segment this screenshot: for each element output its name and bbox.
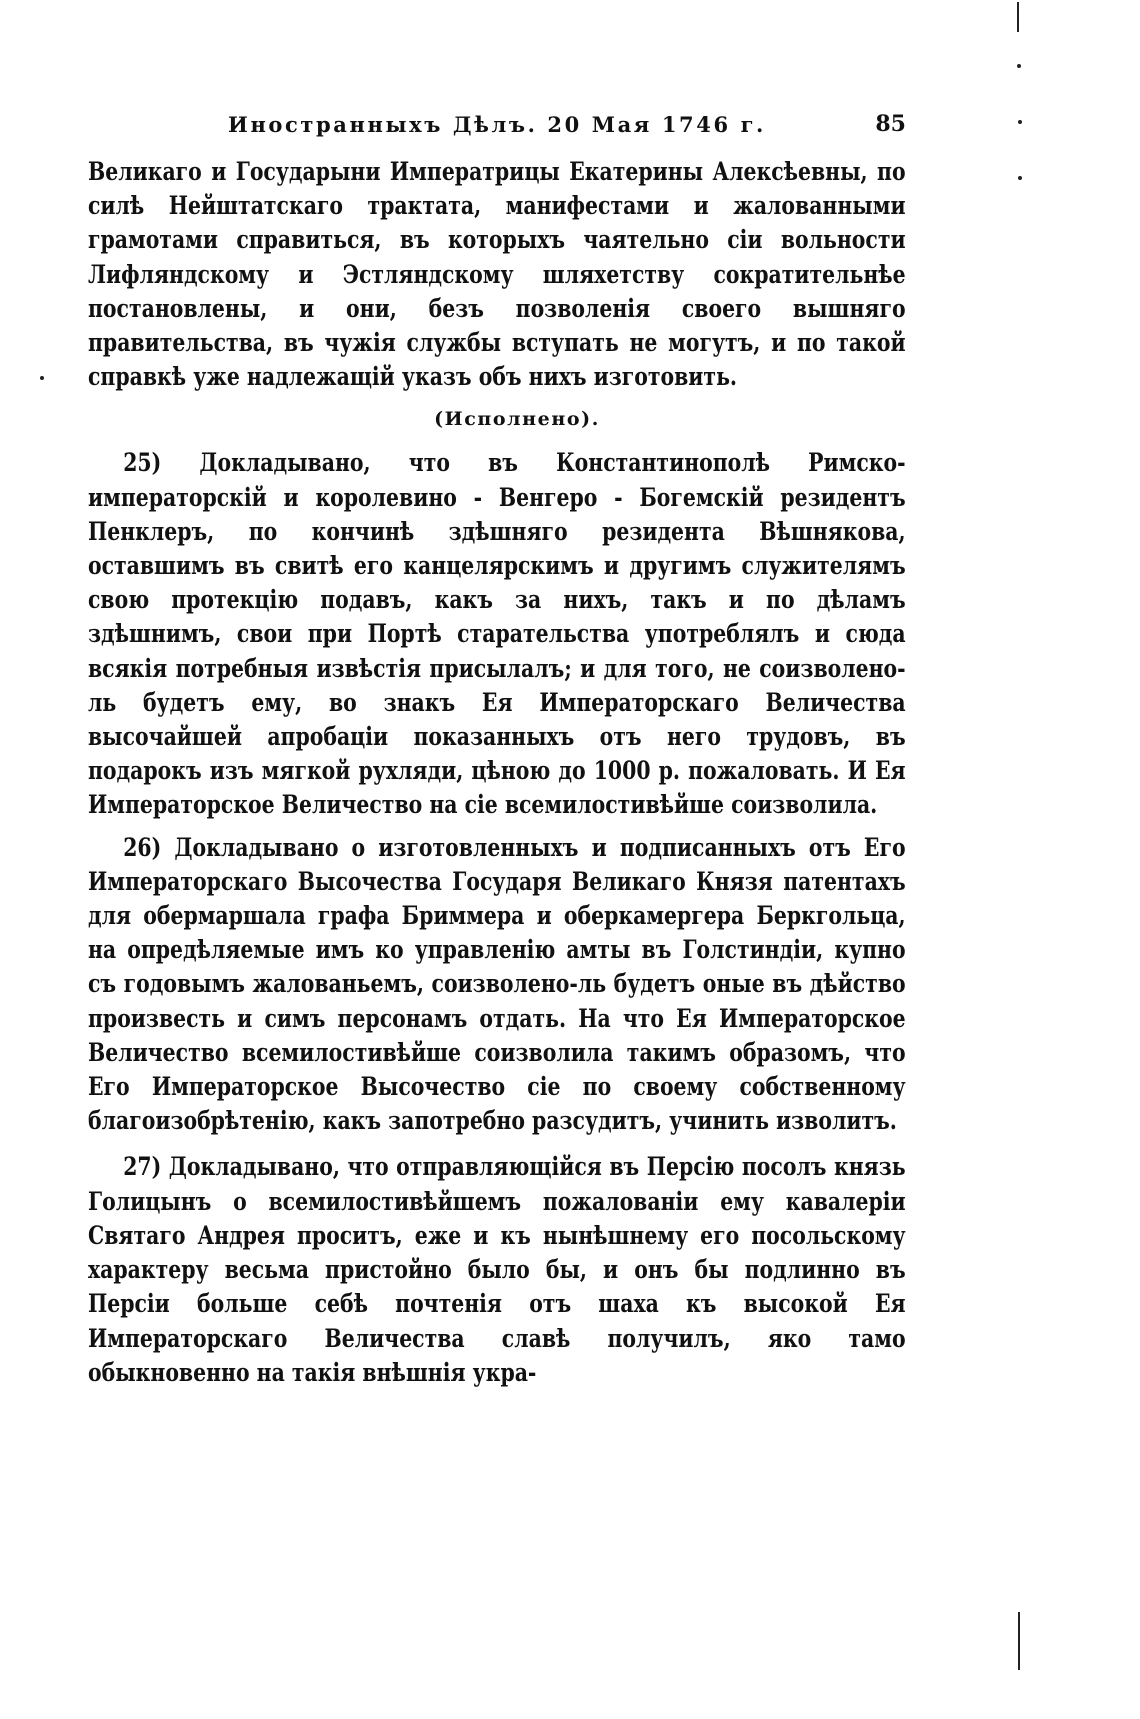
paragraph-27: 27) Докладывано, что отправляющійся въ Персію посолъ князь Голицынъ о всемилостивѣйшемъ пожалованіи ему кавалеріи Святаго Андрея проситъ, еже и къ нынѣшнему его посольскому характеру весьма пристойно было бы, и онъ бы подлинно въ Персіи больше себѣ почтенія отъ шаха къ высокой Ея Императорскаго Величества славѣ получилъ, яко тамо обыкновенно на такія внѣшнія укра- [88, 1152, 906, 1388]
paragraph-continuation: Великаго и Государыни Императрицы Екатерины Алексѣевны, по силѣ Нейштатскаго трактата, манифестами и жалованными грамотами справиться, въ которыхъ чаятельно сіи вольности Лифляндскому и Эстляндскому шляхетству сократительнѣе постановлены, и они, безъ позволенія своего вышняго правительства, въ чужія службы вступать не могутъ, и по такой справкѣ уже надлежащій указъ объ нихъ изготовить. [88, 157, 906, 393]
page-body [88, 155, 906, 1390]
header-title: Иностранныхъ Дѣлъ. 20 Мая 1746 г. [228, 111, 766, 137]
scan-edge-mark-top [1017, 2, 1019, 32]
page-number: 85 [875, 111, 906, 137]
scan-dot [1018, 176, 1022, 180]
paragraph-25: 25) Докладывано, что въ Константинополѣ Римско-императорскій и королевино - Венгеро - Богемскій резидентъ Пенклеръ, по кончинѣ здѣшняго резидента Вѣшнякова, оставшимъ въ свитѣ его канцелярскимъ и другимъ служителямъ свою протекцію подавъ, какъ за нихъ, такъ и по дѣламъ здѣшнимъ, свои при Портѣ старательства употреблялъ и сюда всякія потребныя извѣстія присылалъ; и для того, не соизволено-ль будетъ ему, во знакъ Ея Императорскаго Величества высочайшей апробаціи показанныхъ отъ него трудовъ, въ подарокъ изъ мягкой рухляди, цѣною до 1000 р. пожаловать. И Ея Императорское Величество на сіе всемилостивѣйше соизволила. [88, 448, 906, 821]
running-header [228, 106, 906, 142]
paragraph-26: 26) Докладывано о изготовленныхъ и подписанныхъ отъ Его Императорскаго Высочества Государя Великаго Князя патентахъ для обермаршала графа Бриммера и оберкамергера Беркгольца, на опредѣляемые имъ ко управленію амты въ Голстиндіи, купно съ годовымъ жалованьемъ, соизволено-ль будетъ оные въ дѣйство произвесть и симъ персонамъ отдать. На что Ея Императорское Величество всемилостивѣйше соизволила такимъ образомъ, что Его Императорское Высочество сіе по своему собственному благоизобрѣтенію, какъ запотребно разсудитъ, учинить изволитъ. [88, 832, 906, 1137]
scan-dot [1017, 64, 1021, 68]
scan-edge-mark-bottom [1018, 1612, 1020, 1670]
scan-dot [1018, 120, 1022, 124]
scan-dot [40, 376, 44, 380]
executed-note: (Исполнено). [434, 408, 600, 431]
